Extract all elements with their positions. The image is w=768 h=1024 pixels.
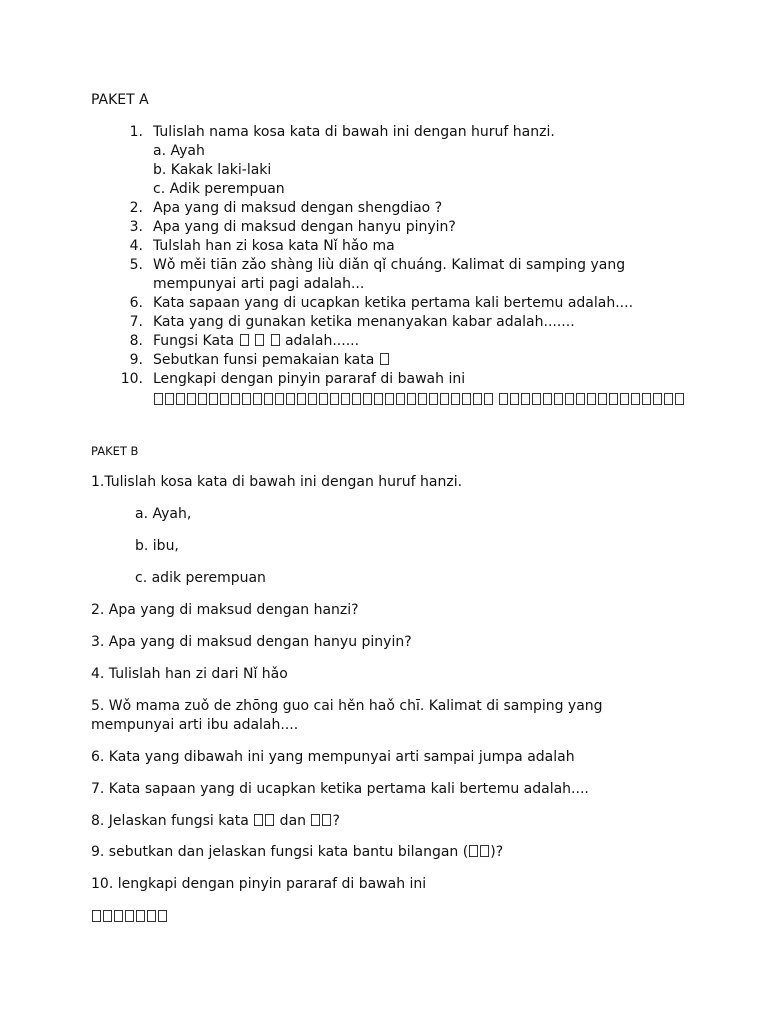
missing-glyph-icon	[675, 393, 684, 405]
missing-glyph-icon	[631, 393, 640, 405]
paket-b-question-2: 2. Apa yang di maksud dengan hanzi?	[91, 602, 359, 618]
missing-glyph-icon	[499, 393, 508, 405]
missing-glyph-icon	[380, 353, 389, 365]
list-number: 7.	[129, 314, 143, 330]
missing-glyph-icon	[240, 334, 249, 346]
missing-glyph-icon	[587, 393, 596, 405]
missing-glyph-icon	[642, 393, 651, 405]
paket-b-question-5-line-2: mempunyai arti ibu adalah....	[91, 717, 299, 733]
missing-glyph-icon	[254, 814, 263, 826]
paket-b-title: PAKET B	[91, 444, 139, 458]
paket-a-question-8	[153, 332, 359, 351]
paket-a-question-4: Tulslah han zi kosa kata Nǐ hǎo ma	[153, 238, 395, 254]
paket-b-question-8-text: 8. Jelaskan fungsi kata	[91, 813, 254, 829]
missing-glyph-icon	[311, 814, 320, 826]
missing-glyph-row	[498, 391, 685, 410]
paket-b-question-9-text: 9. sebutkan dan jelaskan fungsi kata bantu bilangan (	[91, 844, 469, 860]
missing-glyph-icon	[352, 393, 361, 405]
paket-b-option-c: c. adik perempuan	[135, 570, 266, 586]
paket-a-question-3: Apa yang di maksud dengan hanyu pinyin?	[153, 219, 456, 235]
missing-glyph-icon	[103, 910, 112, 922]
paket-b-hanzi-paragraph	[91, 907, 168, 927]
missing-glyph-icon	[92, 910, 101, 922]
missing-glyph-icon	[271, 334, 280, 346]
missing-glyph-icon	[385, 393, 394, 405]
missing-glyph-icon	[407, 393, 416, 405]
paket-b-question-1: 1.Tulislah kosa kata di bawah ini dengan huruf hanzi.	[91, 474, 463, 490]
paket-b-question-8	[91, 812, 340, 831]
missing-glyph-icon	[319, 393, 328, 405]
paket-b-question-7: 7. Kata sapaan yang di ucapkan ketika pertama kali bertemu adalah....	[91, 781, 589, 797]
missing-glyph-icon	[462, 393, 471, 405]
missing-glyph-icon	[209, 393, 218, 405]
list-number: 10.	[120, 371, 143, 387]
paket-a-question-10: Lengkapi dengan pinyin pararaf di bawah ini	[153, 371, 466, 387]
paket-a-question-9-text: Sebutkan funsi pemakaian kata	[153, 352, 379, 368]
missing-glyph-icon	[154, 393, 163, 405]
missing-glyph-icon	[308, 393, 317, 405]
missing-glyph-icon	[363, 393, 372, 405]
list-number: 5.	[129, 257, 143, 273]
missing-glyph-icon	[136, 910, 145, 922]
missing-glyph-icon	[187, 393, 196, 405]
missing-glyph-icon	[565, 393, 574, 405]
missing-glyph-icon	[653, 393, 662, 405]
missing-glyph-icon	[429, 393, 438, 405]
missing-glyph-icon	[620, 393, 629, 405]
missing-glyph-icon	[473, 393, 482, 405]
missing-glyph-icon	[125, 910, 134, 922]
paket-a-option-b: b. Kakak laki-laki	[153, 162, 272, 178]
paket-b-question-8-suffix: ?	[332, 813, 340, 829]
paket-b-question-4: 4. Tulislah han zi dari Nǐ hǎo	[91, 666, 288, 682]
missing-glyph-icon	[480, 845, 489, 857]
missing-glyph-icon	[297, 393, 306, 405]
missing-glyph-icon	[265, 814, 274, 826]
list-number: 3.	[129, 219, 143, 235]
missing-glyph-icon	[275, 393, 284, 405]
paket-a-question-5-line-1: Wǒ měi tiān zǎo shàng liù diǎn qǐ chuáng. Kalimat di samping yang	[153, 257, 626, 273]
paket-a-question-1: Tulislah nama kosa kata di bawah ini dengan huruf hanzi.	[153, 124, 555, 140]
missing-glyph-icon	[598, 393, 607, 405]
missing-glyph-icon	[242, 393, 251, 405]
missing-glyph-icon	[664, 393, 673, 405]
paket-b-question-8-mid: dan	[275, 813, 311, 829]
missing-glyph-icon	[231, 393, 240, 405]
missing-glyph-icon	[609, 393, 618, 405]
paket-a-option-a: a. Ayah	[153, 143, 205, 159]
missing-glyph-icon	[396, 393, 405, 405]
missing-glyph-icon	[286, 393, 295, 405]
paket-a-question-5-line-2: mempunyai arti pagi adalah...	[153, 276, 365, 292]
list-number: 1.	[129, 124, 143, 140]
paket-a-question-6: Kata sapaan yang di ucapkan ketika pertama kali bertemu adalah....	[153, 295, 634, 311]
missing-glyph-icon	[264, 393, 273, 405]
missing-glyph-icon	[165, 393, 174, 405]
paket-a-question-8-text: Fungsi Kata	[153, 333, 239, 349]
paket-a-hanzi-paragraph	[153, 390, 685, 410]
list-number: 4.	[129, 238, 143, 254]
missing-glyph-icon	[220, 393, 229, 405]
paket-a-title: PAKET A	[91, 92, 149, 108]
missing-glyph-icon	[554, 393, 563, 405]
missing-glyph-icon	[469, 845, 478, 857]
missing-glyph-icon	[147, 910, 156, 922]
missing-glyph-icon	[576, 393, 585, 405]
paket-a-question-8-suffix: adalah......	[280, 333, 360, 349]
list-number: 8.	[129, 333, 143, 349]
paket-b-question-3: 3. Apa yang di maksud dengan hanyu pinyin?	[91, 634, 412, 650]
missing-glyph-icon	[322, 814, 331, 826]
paket-b-question-6: 6. Kata yang dibawah ini yang mempunyai arti sampai jumpa adalah	[91, 749, 575, 765]
missing-glyph-icon	[341, 393, 350, 405]
missing-glyph-icon	[374, 393, 383, 405]
missing-glyph-row	[153, 391, 494, 410]
missing-glyph-icon	[418, 393, 427, 405]
paket-b-question-10: 10. lengkapi dengan pinyin pararaf di bawah ini	[91, 876, 427, 892]
missing-glyph-icon	[521, 393, 530, 405]
paket-b-question-9-suffix: )?	[490, 844, 504, 860]
list-number: 6.	[129, 295, 143, 311]
missing-glyph-icon	[253, 393, 262, 405]
missing-glyph-icon	[255, 334, 264, 346]
paket-a-question-2: Apa yang di maksud dengan shengdiao ?	[153, 200, 443, 216]
missing-glyph-icon	[451, 393, 460, 405]
missing-glyph-icon	[440, 393, 449, 405]
missing-glyph-icon	[114, 910, 123, 922]
missing-glyph-icon	[510, 393, 519, 405]
paket-a-question-7: Kata yang di gunakan ketika menanyakan kabar adalah.......	[153, 314, 575, 330]
missing-glyph-icon	[543, 393, 552, 405]
paket-a-question-9	[153, 351, 390, 370]
paket-b-option-a: a. Ayah,	[135, 506, 192, 522]
missing-glyph-icon	[330, 393, 339, 405]
missing-glyph-icon	[198, 393, 207, 405]
missing-glyph-icon	[176, 393, 185, 405]
paket-b-option-b: b. ibu,	[135, 538, 179, 554]
missing-glyph-icon	[158, 910, 167, 922]
missing-glyph-icon	[532, 393, 541, 405]
paket-a-option-c: c. Adik perempuan	[153, 181, 285, 197]
list-number: 9.	[129, 352, 143, 368]
missing-glyph-row	[91, 908, 168, 927]
missing-glyph-icon	[484, 393, 493, 405]
paket-b-question-5-line-1: 5. Wǒ mama zuǒ de zhōng guo cai hěn haǒ chī. Kalimat di samping yang	[91, 698, 603, 714]
paket-b-question-9	[91, 843, 503, 862]
list-number: 2.	[129, 200, 143, 216]
